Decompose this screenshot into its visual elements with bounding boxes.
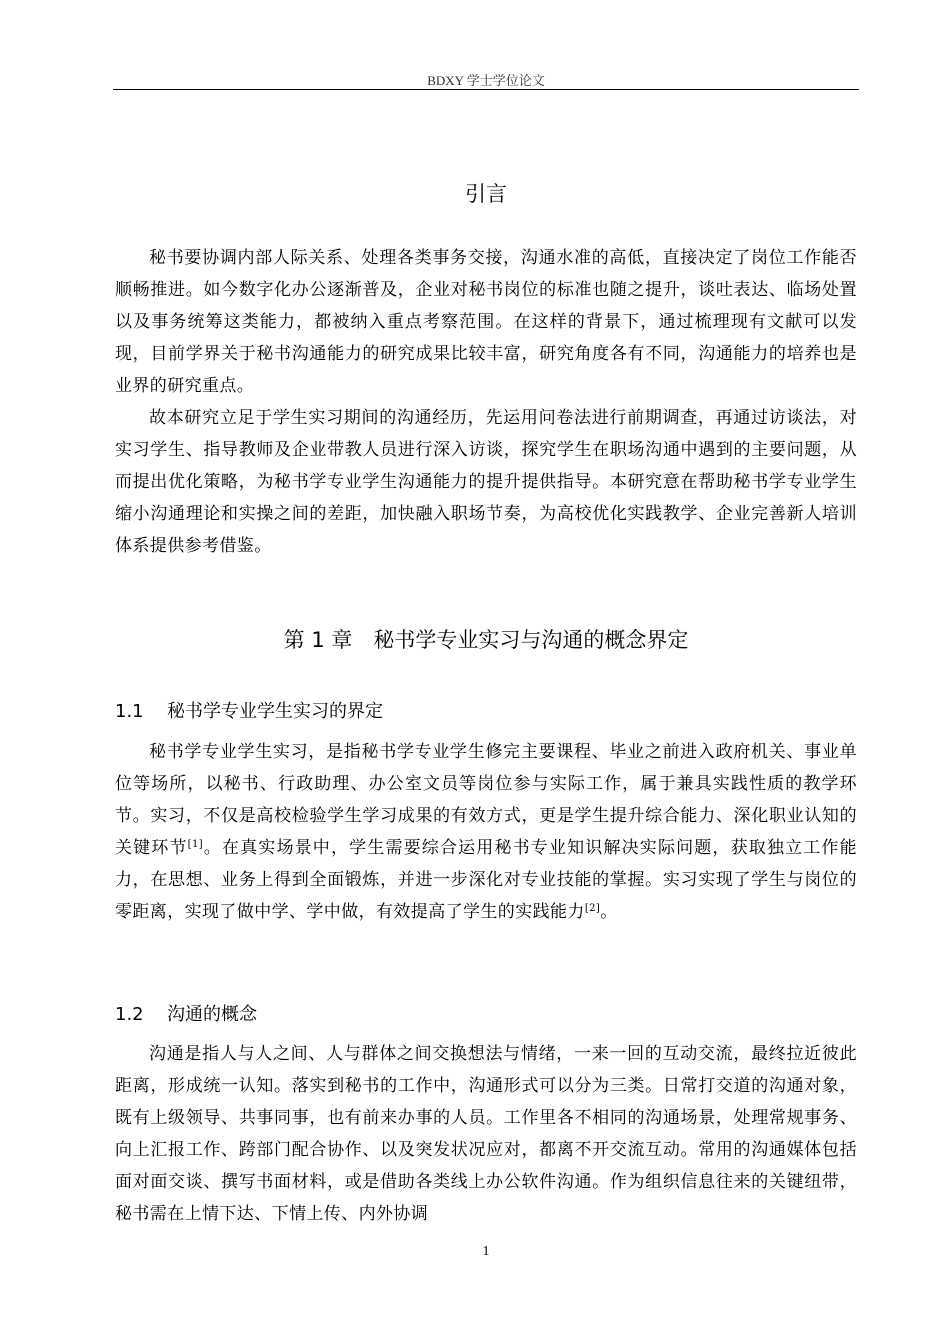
section-1-1-text-a: 秘书学专业学生实习，是指秘书学专业学生修完主要课程、毕业之前进入政府机关、事业单位等场所，以秘书、行政助理、办公室文员等岗位参与实际工作，属于兼具实践性质的教学环节。实习，不仅是高校检验学生学习成果的有效方式，更是学生提升综合能力、深化职业认知的关键环节 bbox=[115, 742, 857, 858]
section-1-2-heading bbox=[115, 1003, 257, 1027]
chapter-1-title: 第 1 章 秘书学专业实习与沟通的概念界定 bbox=[283, 628, 689, 652]
introduction-paragraph-2: 故本研究立足于学生实习期间的沟通经历，先运用问卷法进行前期调查，再通过访谈法，对实习学生、指导教师及企业带教人员进行深入访谈，探究学生在职场沟通中遇到的主要问题，从而提出优化策略，为秘书学专业学生沟通能力的提升提供指导。本研究意在帮助秘书学专业学生缩小沟通理论和实操之间的差距，加快融入职场节奏，为高校优化实践教学、企业完善新人培训体系提供参考借鉴。 bbox=[115, 408, 857, 556]
citation-2: [2] bbox=[584, 903, 601, 914]
section-1-2-paragraph-1: 沟通是指人与人之间、人与群体之间交换想法与情绪，一来一回的互动交流，最终拉近彼此距离，形成统一认知。落实到秘书的工作中，沟通形式可以分为三类。日常打交道的沟通对象，既有上级领导、共事同事，也有前来办事的人员。工作里各不相同的沟通场景，处理常规事务、向上汇报工作、跨部门配合协作、以及突发状况应对，都离不开交流互动。常用的沟通媒体包括面对面交谈、撰写书面材料，或是借助各类线上办公软件沟通。作为组织信息往来的关键纽带，秘书需在上情下达、下情上传、内外协调 bbox=[115, 1044, 857, 1224]
introduction-title: 引言 bbox=[465, 182, 507, 206]
citation-1: [1] bbox=[187, 839, 204, 850]
section-1-1-number: 1.1 bbox=[115, 701, 144, 722]
section-1-1-text-b: 。在真实场景中，学生需要综合运用秘书专业知识解决实际问题，获取独立工作能力，在思想、业务上得到全面锻炼，并进一步深化对专业技能的掌握。实习实现了学生与岗位的零距离，实现了做中学、学中做，有效提高了学生的实践能力 bbox=[115, 838, 857, 922]
page-number: 1 bbox=[482, 1244, 490, 1259]
section-1-1-paragraph-1 bbox=[115, 736, 857, 928]
section-1-1-heading bbox=[115, 700, 383, 724]
section-1-1-body bbox=[115, 736, 857, 928]
section-1-2-title: 沟通的概念 bbox=[167, 1004, 257, 1025]
running-header: BDXY 学士学位论文 bbox=[427, 73, 545, 88]
section-1-2-number: 1.2 bbox=[115, 1004, 144, 1025]
section-1-2-body bbox=[115, 1038, 857, 1230]
section-1-1-title: 秘书学专业学生实习的界定 bbox=[167, 701, 383, 722]
introduction-paragraph-1: 秘书要协调内部人际关系、处理各类事务交接，沟通水准的高低，直接决定了岗位工作能否顺畅推进。如今数字化办公逐渐普及，企业对秘书岗位的标准也随之提升，谈吐表达、临场处置以及事务统筹这类能力，都被纳入重点考察范围。在这样的背景下，通过梳理现有文献可以发现，目前学界关于秘书沟通能力的研究成果比较丰富，研究角度各有不同，沟通能力的培养也是业界的研究重点。 bbox=[115, 248, 857, 396]
section-1-1-text-c: 。 bbox=[600, 902, 618, 922]
header-rule bbox=[113, 89, 859, 90]
introduction-body bbox=[115, 242, 857, 562]
